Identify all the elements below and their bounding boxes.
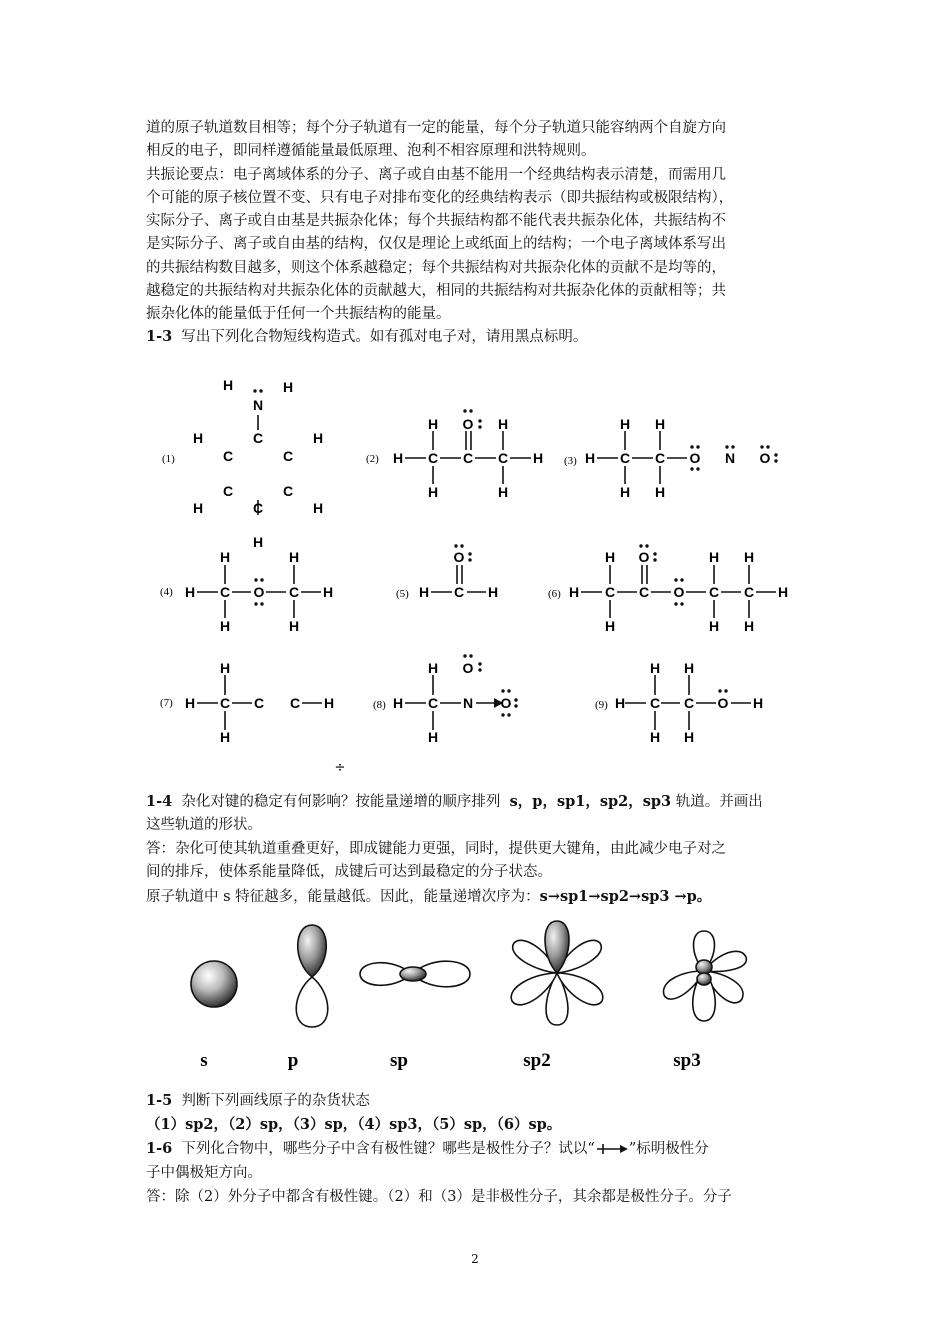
- atom-c: C: [743, 584, 755, 600]
- resonance-line-6: 越稳定的共振结构对共振杂化体的贡献越大，相同的共振结构对共振杂化体的贡献相等；共: [146, 283, 726, 299]
- structure-label-2: (2): [366, 453, 379, 465]
- atom-c: C: [619, 450, 631, 466]
- atom-h: H: [427, 660, 439, 676]
- atom-h: H: [418, 584, 430, 600]
- structure-label-9: (9): [595, 699, 608, 711]
- question-number: 1-5: [146, 1092, 173, 1109]
- atom-h: H: [222, 377, 234, 393]
- question-number: 1-6: [146, 1140, 173, 1157]
- atom-h: H: [497, 484, 509, 500]
- atom-h: H: [184, 584, 196, 600]
- orbital-label-sp3: sp3: [673, 1050, 701, 1071]
- atom-h: H: [654, 484, 666, 500]
- atom-o: O: [717, 695, 729, 711]
- atom-h: H: [288, 618, 300, 634]
- resonance-line-5: 的共振结构数目越多，则这个体系越稳定；每个共振结构对共振杂化体的贡献不是均等的，: [146, 260, 726, 276]
- atom-h: H: [288, 549, 300, 565]
- mo-text-line-1: 道的原子轨道数目相等；每个分子轨道有一定的能量，每个分子轨道只能容纳两个自旋方向: [146, 120, 726, 136]
- structure-label-1: (1): [162, 453, 175, 465]
- question-1-5: [146, 1090, 810, 1112]
- question-number: 1-3: [146, 328, 173, 345]
- order-sequence: s→sp1→sp2→sp3 →p。: [539, 888, 712, 905]
- sp2-orbital: [511, 921, 603, 1025]
- atom-h: H: [427, 416, 439, 432]
- resonance-line-3: 实际分子、离子或自由基是共振杂化体；每个共振结构都不能代表共振杂化体，共振结构不: [146, 213, 726, 229]
- sp3-orbital: [664, 931, 747, 1021]
- p-orbital: [296, 925, 328, 1027]
- question-text-end: ”标明极性分: [628, 1141, 709, 1157]
- atom-c: C: [462, 450, 474, 466]
- atom-h: H: [392, 450, 404, 466]
- atom-c: C: [252, 430, 264, 446]
- resonance-line-4: 是实际分子、离子或自由基的结构，仅仅是理论上或纸面上的结构；一个电子离域体系写出: [146, 236, 726, 252]
- atom-h: H: [192, 500, 204, 516]
- question-text: 判断下列画线原子的杂货状态: [181, 1093, 370, 1109]
- atom-n: N: [462, 695, 474, 711]
- atom-h: H: [532, 450, 544, 466]
- structure-label-3: (3): [564, 455, 577, 467]
- question-1-3: [146, 326, 810, 348]
- order-text: 原子轨道中 s 特征越多，能量越低。因此，能量递增次序为：: [146, 889, 540, 905]
- atom-h: H: [743, 618, 755, 634]
- atom-o: O: [462, 416, 474, 432]
- atom-h: H: [708, 549, 720, 565]
- question-text: 杂化对键的稳定有何影响？按能量递增的顺序排列: [181, 794, 501, 810]
- orbital-list: s，p，sp1，sp2，sp3: [509, 793, 672, 810]
- atom-h: H: [708, 618, 720, 634]
- atom-h: H: [649, 729, 661, 745]
- atom-h: H: [219, 618, 231, 634]
- page-number: 2: [471, 1252, 479, 1266]
- atom-n: N: [724, 450, 736, 466]
- question-1-4-line-2: 这些轨道的形状。: [146, 817, 262, 833]
- structure-label-7: (7): [160, 697, 173, 709]
- mo-text-line-2: 相反的电子，即同样遵循能量最低原理、泡利不相容原理和洪特规则。: [146, 143, 596, 159]
- atom-h: H: [584, 450, 596, 466]
- atom-h: H: [323, 695, 335, 711]
- atom-h: H: [654, 416, 666, 432]
- atom-c: C: [219, 695, 231, 711]
- atom-h: H: [497, 416, 509, 432]
- atom-h: H: [614, 695, 626, 711]
- atom-h: H: [619, 484, 631, 500]
- atom-o: O: [638, 549, 650, 565]
- atom-c: C: [219, 584, 231, 600]
- stray-mark: ÷: [334, 760, 346, 776]
- atom-c: C: [222, 483, 234, 499]
- orbital-label-p: p: [287, 1050, 299, 1071]
- atom-o: O: [500, 695, 512, 711]
- atom-h: H: [683, 729, 695, 745]
- atom-h: H: [619, 416, 631, 432]
- atom-h: H: [649, 660, 661, 676]
- atom-c: C: [453, 584, 465, 600]
- question-text: 写出下列化合物短线构造式。如有孤对电子对，请用黑点标明。: [181, 329, 588, 345]
- atom-c: C: [654, 450, 666, 466]
- atom-c: C: [252, 500, 264, 516]
- atom-c: C: [427, 695, 439, 711]
- orbital-label-s: s: [200, 1050, 208, 1071]
- atom-c: C: [282, 448, 294, 464]
- atom-c: C: [282, 483, 294, 499]
- structure-diagrams: [0, 370, 950, 790]
- question-1-4: [146, 791, 810, 813]
- atom-h: H: [487, 584, 499, 600]
- atom-c: C: [222, 448, 234, 464]
- atom-h: H: [604, 618, 616, 634]
- dipole-arrow-icon: [595, 1143, 629, 1155]
- atom-h: H: [219, 549, 231, 565]
- atom-h: H: [192, 430, 204, 446]
- atom-c: C: [683, 695, 695, 711]
- atom-h: H: [683, 660, 695, 676]
- atom-h: H: [184, 695, 196, 711]
- atom-c: C: [427, 450, 439, 466]
- atom-h: H: [604, 549, 616, 565]
- atom-n: N: [252, 397, 264, 413]
- atom-h: H: [568, 584, 580, 600]
- structure-label-4: (4): [160, 586, 173, 598]
- atom-o: O: [462, 660, 474, 676]
- atom-c: C: [288, 584, 300, 600]
- structure-label-6: (6): [548, 588, 561, 600]
- resonance-line-7: 振杂化体的能量低于任何一个共振结构的能量。: [146, 306, 451, 322]
- structure-label-8: (8): [373, 699, 386, 711]
- question-text-end: 轨道。并画出: [675, 794, 763, 810]
- answer-1-4-order: [146, 886, 810, 908]
- resonance-line-1: 共振论要点：电子离域体系的分子、离子或自由基不能用一个经典结构表示清楚，而需用几: [146, 167, 726, 183]
- question-number: 1-4: [146, 793, 173, 810]
- question-1-6-line-2: 子中偶极矩方向。: [146, 1165, 262, 1181]
- atom-c: C: [649, 695, 661, 711]
- atom-h: H: [312, 430, 324, 446]
- orbital-label-sp2: sp2: [523, 1050, 551, 1071]
- atom-c: C: [253, 695, 265, 711]
- atom-c: C: [497, 450, 509, 466]
- question-text: 下列化合物中，哪些分子中含有极性键？哪些是极性分子？试以“: [181, 1141, 595, 1157]
- atom-h: H: [427, 729, 439, 745]
- structure-label-5: (5): [396, 588, 409, 600]
- answer-1-4-line-1: 答：杂化可使其轨道重叠更好，即成键能力更强，同时，提供更大键角，由此减少电子对之: [146, 841, 726, 857]
- atom-h: H: [252, 534, 264, 550]
- atom-h: H: [427, 484, 439, 500]
- answer-1-5: （1）sp2，（2）sp，（3）sp，（4）sp3，（5）sp，（6）sp。: [146, 1116, 562, 1133]
- atom-h: H: [312, 500, 324, 516]
- atom-o: O: [673, 584, 685, 600]
- atom-h: H: [219, 729, 231, 745]
- answer-1-6: 答：除（2）外分子中都含有极性键。（2）和（3）是非极性分子，其余都是极性分子。分子: [146, 1189, 732, 1205]
- resonance-line-2: 个可能的原子核位置不变、只有电子对排布变化的经典结构表示（即共振结构或极限结构），: [146, 190, 734, 206]
- atom-o: O: [689, 450, 701, 466]
- atom-c: C: [638, 584, 650, 600]
- atom-h: H: [282, 379, 294, 395]
- atom-o: O: [453, 549, 465, 565]
- atom-c: C: [289, 695, 301, 711]
- s-orbital: [191, 961, 237, 1007]
- atom-c: C: [708, 584, 720, 600]
- orbital-label-sp: sp: [390, 1050, 408, 1071]
- atom-o: O: [253, 584, 265, 600]
- atom-h: H: [322, 584, 334, 600]
- sp-orbital: [360, 961, 470, 987]
- atom-h: H: [392, 695, 404, 711]
- atom-c: C: [604, 584, 616, 600]
- orbital-shapes: [0, 915, 950, 1085]
- atom-h: H: [743, 549, 755, 565]
- answer-1-4-line-2: 间的排斥，使体系能量降低，成键后可达到最稳定的分子状态。: [146, 864, 552, 880]
- atom-h: H: [752, 695, 764, 711]
- question-1-6: [146, 1138, 810, 1160]
- atom-h: H: [219, 660, 231, 676]
- atom-h: H: [777, 584, 789, 600]
- atom-o: O: [759, 450, 771, 466]
